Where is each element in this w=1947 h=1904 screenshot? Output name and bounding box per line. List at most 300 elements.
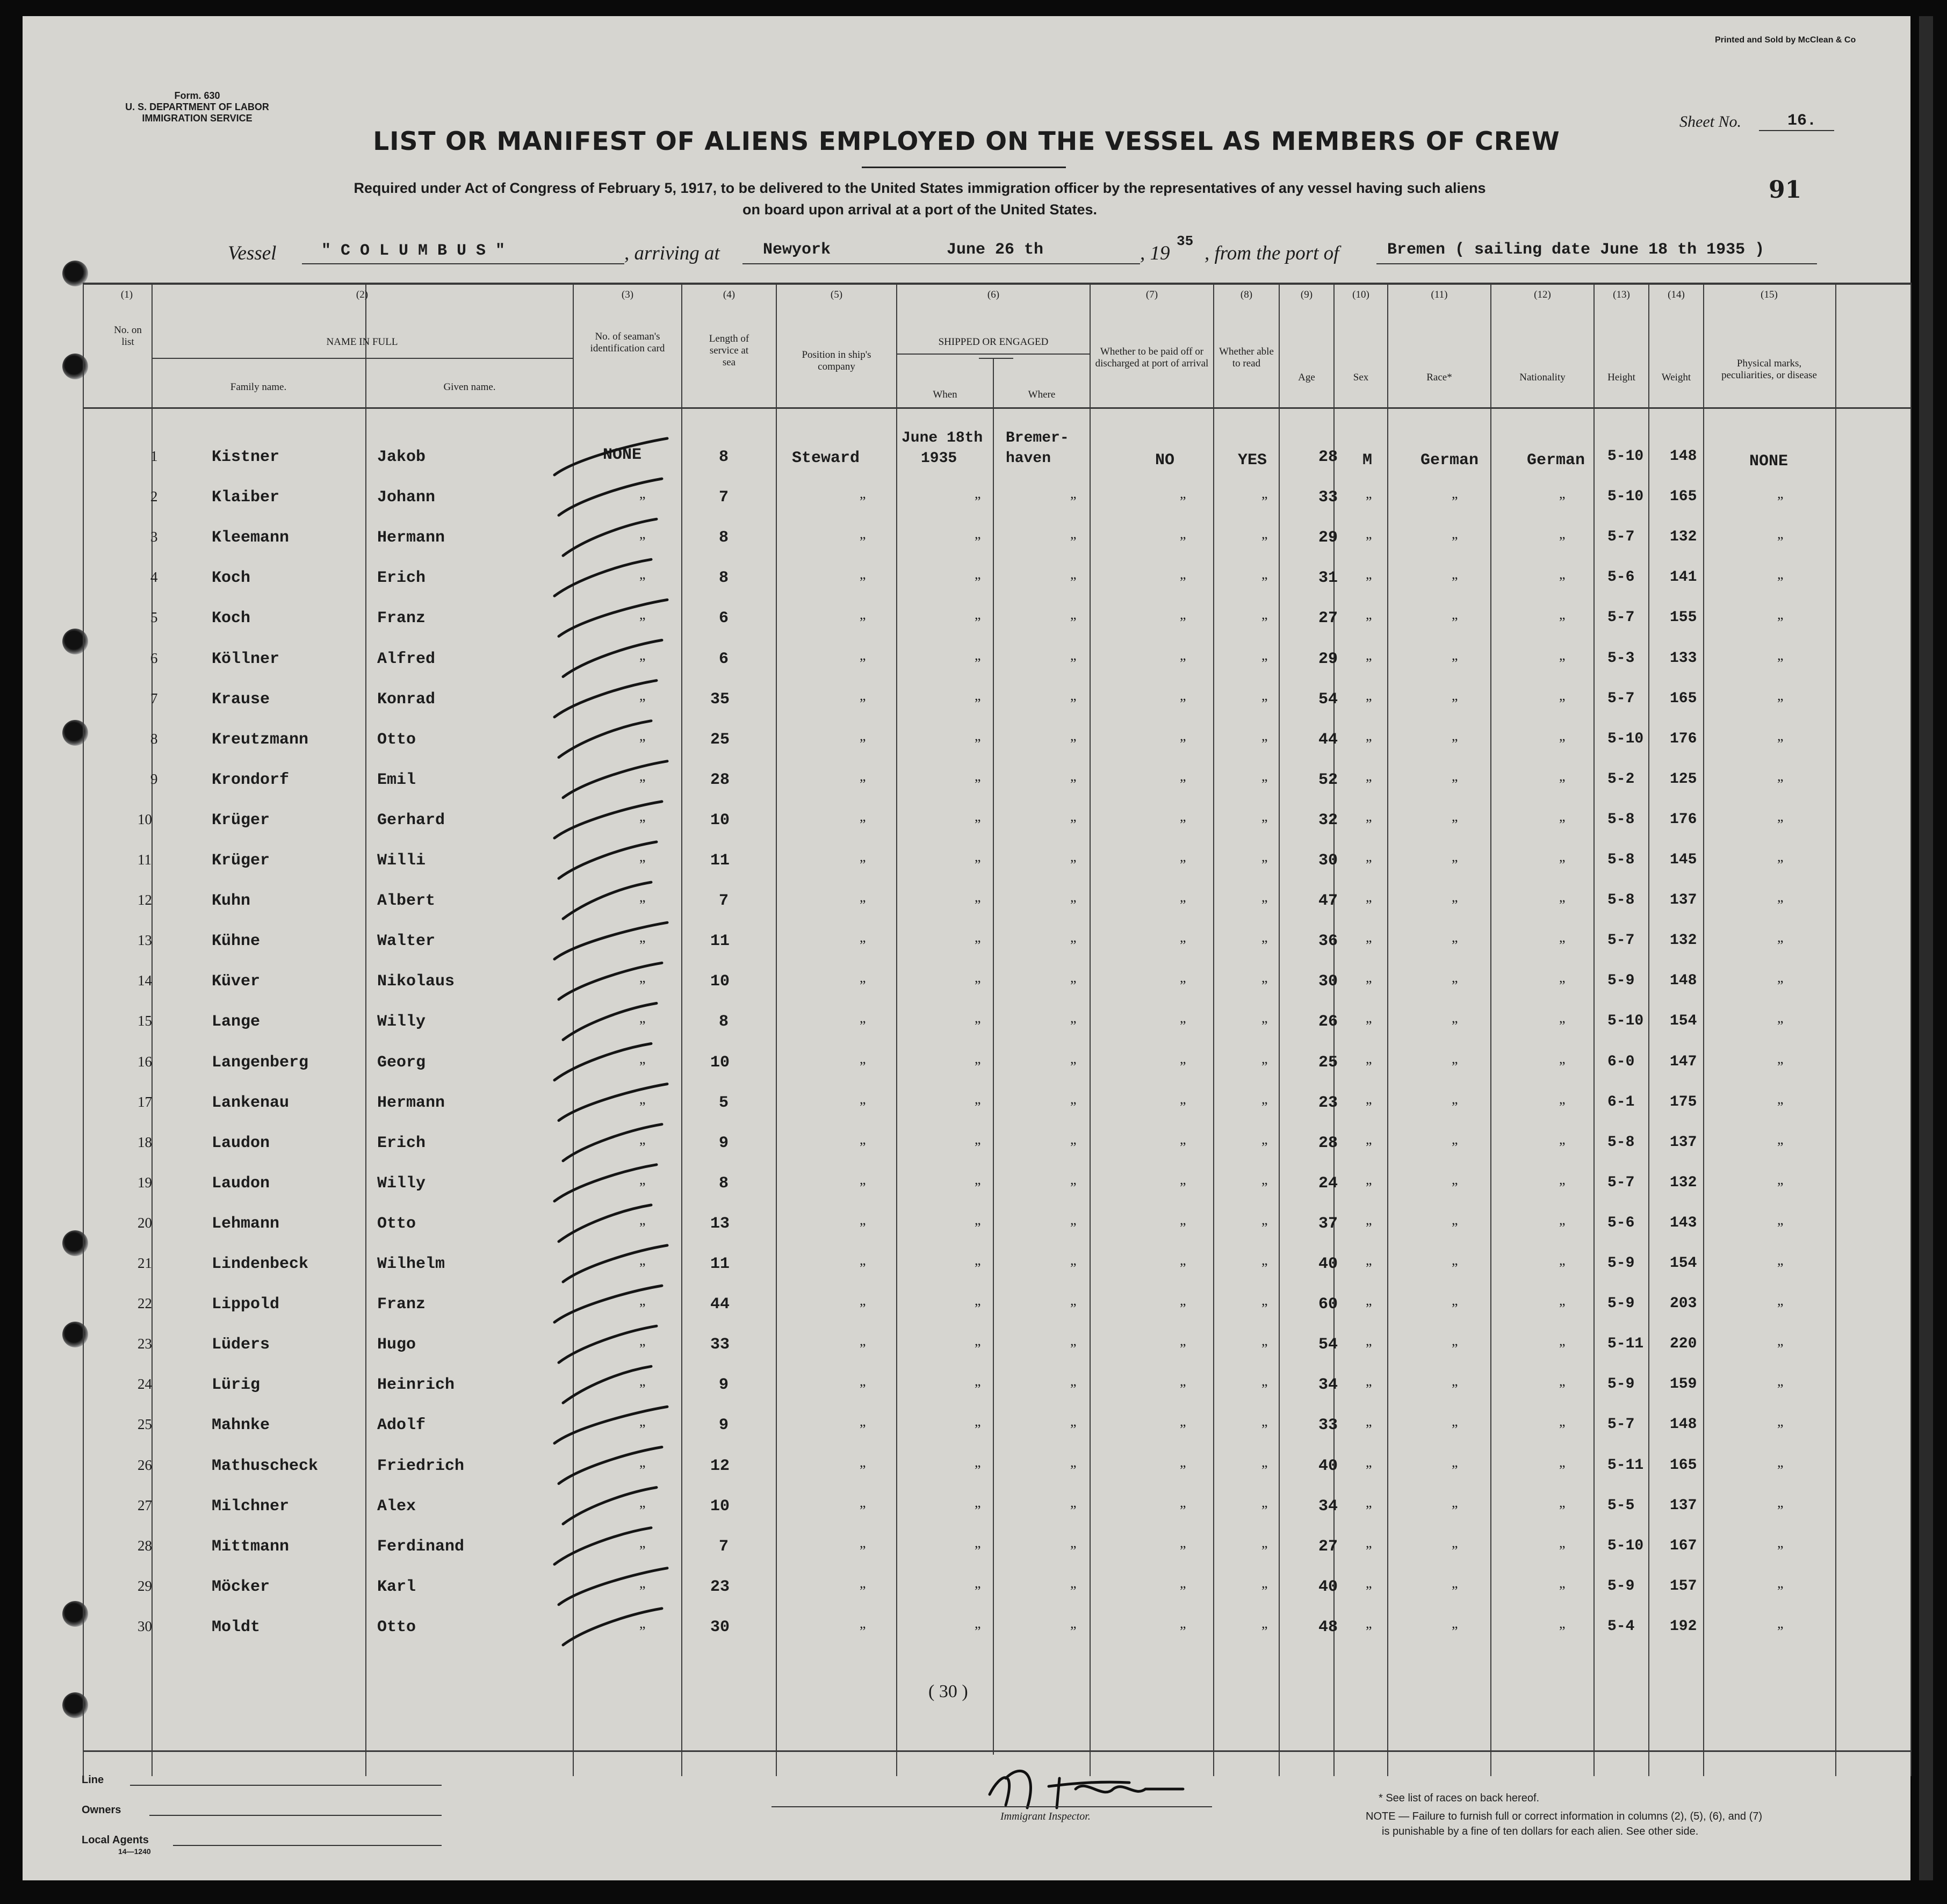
row-service: 5 [719, 1094, 729, 1112]
ditto-mark: ” [1261, 1260, 1268, 1276]
row-weight: 220 [1670, 1336, 1697, 1352]
row-weight: 165 [1670, 1457, 1697, 1474]
ditto-mark: ” [1070, 1018, 1077, 1034]
row-given: Konrad [377, 690, 436, 709]
sex-value: M [1362, 451, 1373, 470]
ditto-mark: ” [975, 1220, 981, 1236]
ditto-mark: ” [1180, 1422, 1186, 1437]
ditto-mark: ” [1366, 897, 1372, 913]
row-service: 7 [719, 1538, 729, 1556]
col-number: (5) [830, 289, 843, 300]
ditto-mark: ” [1777, 1503, 1784, 1518]
penalty-note-line-2: is punishable by a fine of ten dollars for each alien. See other side. [1382, 1826, 1699, 1837]
row-height: 5-11 [1607, 1457, 1644, 1474]
row-family: Krüger [212, 852, 270, 870]
col-number: (6) [987, 289, 1000, 300]
ditto-mark: ” [1452, 655, 1458, 671]
ditto-mark: ” [860, 574, 866, 590]
ditto-mark: ” [639, 615, 646, 630]
ditto-mark: ” [1180, 1503, 1186, 1518]
ditto-mark: ” [1366, 736, 1372, 752]
row-family: Klaiber [212, 488, 280, 507]
row-weight: 125 [1670, 771, 1697, 788]
row-given: Wilhelm [377, 1255, 445, 1273]
header-nationality: Nationality [1519, 372, 1566, 383]
tick-stroke [563, 519, 657, 556]
row-family: Krondorf [212, 771, 290, 789]
ditto-mark: ” [1366, 1503, 1372, 1518]
ditto-mark: ” [1180, 978, 1186, 993]
row-no: 25 [138, 1416, 152, 1432]
ditto-mark: ” [1452, 1503, 1458, 1518]
ditto-mark: ” [1261, 1583, 1268, 1599]
row-weight: 148 [1670, 1416, 1697, 1433]
ditto-mark: ” [1180, 1059, 1186, 1074]
ditto-mark: ” [1070, 978, 1077, 993]
row-height: 5-5 [1607, 1497, 1635, 1514]
ditto-mark: ” [1366, 1260, 1372, 1276]
ditto-mark: ” [639, 857, 646, 872]
row-age: 28 [1318, 448, 1338, 466]
column-rule [1910, 283, 1912, 1776]
department-name: U. S. DEPARTMENT OF LABOR [125, 102, 269, 112]
row-family: Kuhn [212, 892, 251, 910]
ditto-mark: ” [1261, 574, 1268, 590]
ditto-mark: ” [1366, 937, 1372, 953]
row-age: 40 [1318, 1578, 1338, 1596]
row-height: 5-10 [1607, 448, 1644, 465]
page-edge [1919, 16, 1933, 1880]
row-age: 30 [1318, 852, 1338, 870]
ditto-mark: ” [975, 1139, 981, 1155]
row-family: Köllner [212, 650, 280, 668]
ditto-mark: ” [860, 978, 866, 993]
ditto-mark: ” [975, 1099, 981, 1115]
row-no: 10 [138, 811, 152, 827]
id-card-value: NONE [603, 446, 642, 464]
row-no: 6 [150, 650, 158, 666]
row-family: Kistner [212, 448, 280, 466]
row-height: 5-9 [1607, 1295, 1635, 1312]
ditto-mark: ” [975, 776, 981, 792]
ditto-mark: ” [1261, 494, 1268, 509]
ditto-mark: ” [1180, 1624, 1186, 1639]
race-footnote: * See list of races on back hereof. [1379, 1792, 1540, 1804]
row-family: Küver [212, 972, 261, 991]
row-age: 36 [1318, 932, 1338, 950]
ditto-mark: ” [1070, 1341, 1077, 1357]
ditto-mark: ” [1261, 1624, 1268, 1639]
ditto-mark: ” [1452, 534, 1458, 550]
row-no: 17 [138, 1094, 152, 1110]
ditto-mark: ” [1366, 1422, 1372, 1437]
row-given: Albert [377, 892, 436, 910]
ditto-mark: ” [639, 1543, 646, 1559]
ditto-mark: ” [1070, 1180, 1077, 1195]
footer-line-label: Line [82, 1774, 104, 1786]
tick-stroke [563, 1488, 657, 1524]
row-family: Lange [212, 1013, 261, 1031]
ditto-mark: ” [860, 1260, 866, 1276]
ditto-mark: ” [639, 1139, 646, 1155]
row-height: 5-3 [1607, 650, 1635, 667]
row-family: Möcker [212, 1578, 270, 1596]
ditto-mark: ” [1777, 1422, 1784, 1437]
ditto-mark: ” [1180, 1260, 1186, 1276]
ditto-mark: ” [975, 1260, 981, 1276]
ditto-mark: ” [1180, 1018, 1186, 1034]
ditto-mark: ” [639, 534, 646, 550]
col-number: (9) [1300, 289, 1313, 300]
row-weight: 192 [1670, 1618, 1697, 1635]
row-height: 5-7 [1607, 1174, 1635, 1191]
ditto-mark: ” [975, 1059, 981, 1074]
tick-stroke [563, 1003, 657, 1040]
row-service: 7 [719, 892, 729, 910]
row-height: 5-7 [1607, 609, 1635, 626]
ditto-mark: ” [1452, 1341, 1458, 1357]
ditto-mark: ” [860, 776, 866, 792]
row-age: 24 [1318, 1174, 1338, 1193]
ditto-mark: ” [1559, 494, 1566, 509]
ditto-mark: ” [975, 937, 981, 953]
ditto-mark: ” [1366, 494, 1372, 509]
ditto-mark: ” [860, 1059, 866, 1074]
row-age: 40 [1318, 1255, 1338, 1273]
row-age: 60 [1318, 1295, 1338, 1314]
ditto-mark: ” [1559, 1099, 1566, 1115]
row-height: 5-10 [1607, 731, 1644, 747]
tick-stroke [559, 479, 662, 515]
ditto-mark: ” [1366, 1180, 1372, 1195]
ditto-mark: ” [1777, 1139, 1784, 1155]
row-service: 9 [719, 1376, 729, 1394]
from-port-label: , from the port of [1205, 242, 1339, 264]
row-family: Milchner [212, 1497, 290, 1516]
row-no: 27 [138, 1497, 152, 1513]
row-family: Koch [212, 569, 251, 587]
ditto-mark: ” [639, 1059, 646, 1074]
row-no: 24 [138, 1376, 152, 1392]
ditto-mark: ” [1261, 1381, 1268, 1397]
row-given: Georg [377, 1054, 426, 1072]
ditto-mark: ” [975, 1341, 981, 1357]
ditto-mark: ” [975, 655, 981, 671]
ditto-mark: ” [1366, 1462, 1372, 1478]
row-given: Emil [377, 771, 416, 789]
row-given: Willy [377, 1013, 426, 1031]
header-weight: Weight [1661, 372, 1691, 383]
row-age: 33 [1318, 1416, 1338, 1434]
ditto-mark: ” [639, 978, 646, 993]
row-family: Lippold [212, 1295, 280, 1314]
col-number: (11) [1431, 289, 1448, 300]
footer-local-agents-label: Local Agents [82, 1834, 149, 1846]
tick-stroke [554, 1528, 651, 1564]
ditto-mark: ” [1452, 1543, 1458, 1559]
ditto-mark: ” [1070, 1059, 1077, 1074]
ditto-mark: ” [1559, 857, 1566, 872]
tick-stroke [554, 1407, 667, 1443]
row-no: 14 [138, 972, 152, 989]
ditto-mark: ” [1559, 1583, 1566, 1599]
ditto-mark: ” [1070, 696, 1077, 711]
ditto-mark: ” [1070, 857, 1077, 872]
row-family: Mittmann [212, 1538, 290, 1556]
ditto-mark: ” [1366, 817, 1372, 832]
row-no: 12 [138, 892, 152, 908]
header-race: Race* [1426, 372, 1452, 383]
row-service: 23 [710, 1578, 730, 1596]
ditto-mark: ” [975, 574, 981, 590]
ditto-mark: ” [1366, 655, 1372, 671]
subtitle-line-1: Required under Act of Congress of February 5, 1917, to be delivered to the United States immigration officer by the representatives of any vessel having such aliens [354, 180, 1486, 196]
ditto-mark: ” [1777, 696, 1784, 711]
row-service: 11 [710, 852, 730, 870]
ditto-mark: ” [639, 696, 646, 711]
row-no: 9 [150, 771, 158, 787]
row-given: Otto [377, 1215, 416, 1233]
ditto-mark: ” [1452, 817, 1458, 832]
row-service: 44 [710, 1295, 730, 1314]
ditto-mark: ” [639, 1301, 646, 1316]
row-height: 5-8 [1607, 1134, 1635, 1151]
ditto-mark: ” [860, 817, 866, 832]
row-age: 26 [1318, 1013, 1338, 1031]
handwritten-tick-marks [23, 16, 1910, 1880]
shipped-when-line-2: 1935 [921, 450, 957, 467]
ditto-mark: ” [1070, 776, 1077, 792]
manifest-sheet [23, 16, 1910, 1880]
row-age: 48 [1318, 1618, 1338, 1636]
row-given: Johann [377, 488, 436, 507]
col-number: (1) [120, 289, 133, 300]
ditto-mark: ” [1777, 857, 1784, 872]
ditto-mark: ” [1366, 1381, 1372, 1397]
row-no: 16 [138, 1054, 152, 1070]
row-given: Erich [377, 1134, 426, 1152]
ditto-mark: ” [1559, 1059, 1566, 1074]
position-value: Steward [792, 449, 860, 467]
ditto-mark: ” [975, 1018, 981, 1034]
row-weight: 143 [1670, 1215, 1697, 1231]
row-given: Willi [377, 852, 426, 870]
row-given: Erich [377, 569, 426, 587]
header-when: When [933, 389, 957, 400]
header-family-name: Family name. [230, 381, 287, 393]
ditto-mark: ” [1261, 655, 1268, 671]
printer-credit: Printed and Sold by McClean & Co [1715, 35, 1856, 45]
row-age: 34 [1318, 1497, 1338, 1516]
row-height: 5-7 [1607, 1416, 1635, 1433]
row-family: Lindenbeck [212, 1255, 309, 1273]
ditto-mark: ” [1261, 1180, 1268, 1195]
ditto-mark: ” [1777, 1341, 1784, 1357]
row-age: 52 [1318, 771, 1338, 789]
row-family: Mahnke [212, 1416, 270, 1434]
ditto-mark: ” [1366, 776, 1372, 792]
row-given: Jakob [377, 448, 426, 466]
ditto-mark: ” [975, 1180, 981, 1195]
row-age: 33 [1318, 488, 1338, 507]
row-age: 44 [1318, 731, 1338, 749]
ditto-mark: ” [975, 534, 981, 550]
row-weight: 165 [1670, 690, 1697, 707]
ditto-mark: ” [1452, 1422, 1458, 1437]
ditto-mark: ” [860, 696, 866, 711]
header-name-in-full: NAME IN FULL [326, 336, 398, 348]
ditto-mark: ” [1070, 1503, 1077, 1518]
tick-stroke [559, 600, 667, 636]
ditto-mark: ” [1070, 736, 1077, 752]
row-height: 5-8 [1607, 892, 1635, 908]
ditto-mark: ” [1777, 655, 1784, 671]
ditto-mark: ” [1777, 574, 1784, 590]
col-number: (10) [1352, 289, 1369, 300]
row-given: Hugo [377, 1336, 416, 1354]
ditto-mark: ” [1559, 615, 1566, 630]
ditto-mark: ” [860, 1018, 866, 1034]
ditto-mark: ” [860, 1301, 866, 1316]
row-age: 47 [1318, 892, 1338, 910]
ditto-mark: ” [1559, 1260, 1566, 1276]
row-family: Koch [212, 609, 251, 628]
ditto-mark: ” [1777, 1220, 1784, 1236]
ditto-mark: ” [860, 1583, 866, 1599]
ditto-mark: ” [1777, 817, 1784, 832]
footer-form-code: 14—1240 [118, 1847, 151, 1856]
row-given: Gerhard [377, 811, 445, 830]
ditto-mark: ” [1452, 1624, 1458, 1639]
ditto-mark: ” [1180, 937, 1186, 953]
col-number: (4) [723, 289, 735, 300]
header-service-length: Length of service at sea [709, 333, 749, 368]
row-height: 5-10 [1607, 1538, 1644, 1554]
row-service: 8 [719, 1013, 729, 1031]
ditto-mark: ” [1070, 1220, 1077, 1236]
vessel-name: " C O L U M B U S " [321, 242, 506, 260]
ditto-mark: ” [1366, 1099, 1372, 1115]
ditto-mark: ” [975, 736, 981, 752]
row-weight: 148 [1670, 972, 1697, 989]
ditto-mark: ” [639, 1180, 646, 1195]
row-height: 5-9 [1607, 1376, 1635, 1393]
row-service: 8 [719, 1174, 729, 1193]
tick-stroke [559, 1326, 657, 1362]
ditto-mark: ” [1070, 937, 1077, 953]
ditto-mark: ” [639, 736, 646, 752]
ditto-mark: ” [1180, 1381, 1186, 1397]
row-family: Moldt [212, 1618, 261, 1636]
row-family: Kleemann [212, 529, 290, 547]
ditto-mark: ” [1559, 937, 1566, 953]
ditto-mark: ” [1452, 897, 1458, 913]
ditto-mark: ” [860, 736, 866, 752]
row-age: 23 [1318, 1094, 1338, 1112]
ditto-mark: ” [975, 1462, 981, 1478]
ditto-mark: ” [1559, 655, 1566, 671]
ditto-mark: ” [1452, 1018, 1458, 1034]
header-given-name: Given name. [443, 381, 496, 393]
row-family: Lürig [212, 1376, 261, 1394]
ditto-mark: ” [1777, 1462, 1784, 1478]
header-paid-off: Whether to be paid off or discharged at port of arrival [1095, 346, 1209, 369]
ditto-mark: ” [975, 615, 981, 630]
tick-stroke [559, 963, 662, 999]
ditto-mark: ” [1452, 937, 1458, 953]
tick-stroke [554, 438, 667, 475]
ditto-mark: ” [1261, 615, 1268, 630]
row-height: 5-6 [1607, 1215, 1635, 1231]
ditto-mark: ” [1559, 1018, 1566, 1034]
ditto-mark: ” [1452, 1059, 1458, 1074]
ditto-mark: ” [1180, 897, 1186, 913]
ditto-mark: ” [860, 937, 866, 953]
row-family: Laudon [212, 1174, 270, 1193]
row-weight: 155 [1670, 609, 1697, 626]
row-height: 5-11 [1607, 1336, 1644, 1352]
ditto-mark: ” [1366, 574, 1372, 590]
tick-stroke [563, 761, 667, 798]
ditto-mark: ” [1070, 817, 1077, 832]
row-height: 5-7 [1607, 932, 1635, 949]
ditto-mark: ” [1180, 1099, 1186, 1115]
row-given: Franz [377, 609, 426, 628]
ditto-mark: ” [860, 1503, 866, 1518]
service-name: IMMIGRATION SERVICE [142, 113, 253, 124]
tick-stroke [554, 922, 667, 959]
row-weight: 159 [1670, 1376, 1697, 1393]
ditto-mark: ” [1452, 494, 1458, 509]
ditto-mark: ” [1180, 494, 1186, 509]
ditto-mark: ” [1180, 655, 1186, 671]
row-no: 7 [150, 690, 158, 706]
ditto-mark: ” [639, 1260, 646, 1276]
row-no: 26 [138, 1457, 152, 1473]
row-no: 1 [150, 448, 158, 464]
tick-stroke [563, 1124, 662, 1161]
vessel-label: Vessel [228, 242, 277, 264]
row-family: Laudon [212, 1134, 270, 1152]
header-able-to-read: Whether able to read [1219, 346, 1274, 369]
ditto-mark: ” [1366, 1624, 1372, 1639]
ditto-mark: ” [1452, 615, 1458, 630]
ditto-mark: ” [1777, 1059, 1784, 1074]
row-weight: 137 [1670, 1134, 1697, 1151]
ditto-mark: ” [1452, 1583, 1458, 1599]
ditto-mark: ” [860, 1099, 866, 1115]
row-weight: 132 [1670, 932, 1697, 949]
ditto-mark: ” [975, 1583, 981, 1599]
ditto-mark: ” [1559, 1543, 1566, 1559]
ditto-mark: ” [1559, 1624, 1566, 1639]
row-service: 9 [719, 1134, 729, 1152]
ditto-mark: ” [1180, 857, 1186, 872]
row-given: Otto [377, 731, 416, 749]
row-age: 29 [1318, 650, 1338, 668]
col-number: (2) [356, 289, 369, 300]
ditto-mark: ” [1261, 736, 1268, 752]
ditto-mark: ” [639, 1381, 646, 1397]
row-age: 29 [1318, 529, 1338, 547]
header-list-number: No. on list [114, 324, 142, 348]
tick-stroke [559, 1205, 651, 1242]
ditto-mark: ” [639, 776, 646, 792]
ditto-mark: ” [1559, 1301, 1566, 1316]
row-given: Karl [377, 1578, 416, 1596]
ditto-mark: ” [860, 1543, 866, 1559]
row-height: 5-10 [1607, 1013, 1644, 1029]
